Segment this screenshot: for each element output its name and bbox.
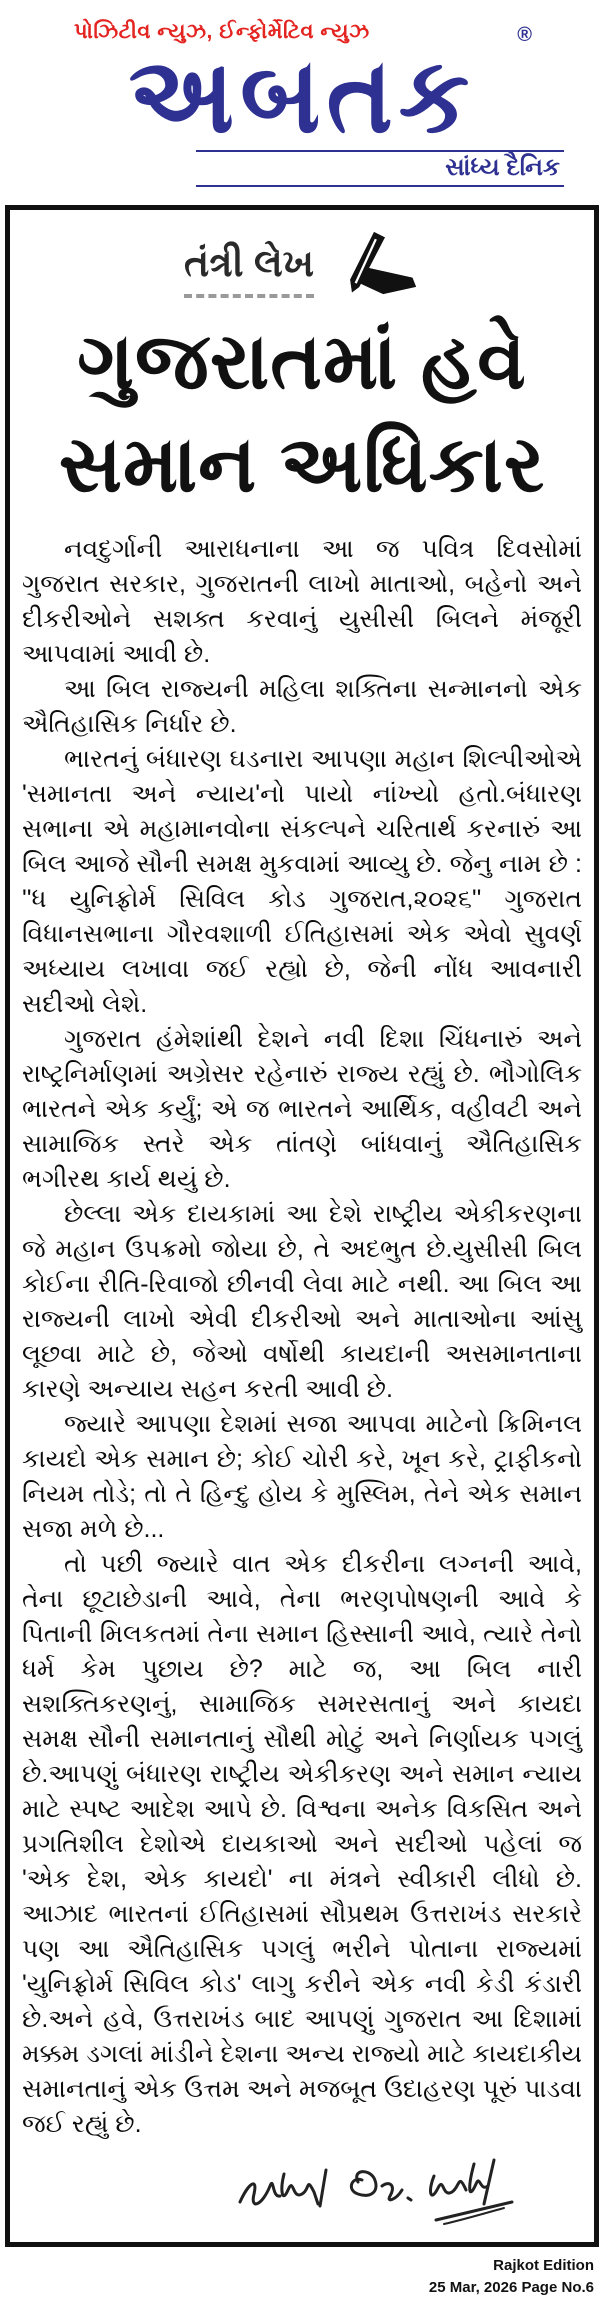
editorial-article-box [5, 205, 599, 2247]
registered-trademark-icon: ® [517, 24, 532, 46]
article-paragraph: છેલ્લા એક દાયકામાં આ દેશે રાષ્ટ્રીય એકીકરણના જે મહાન ઉપક્રમો જોયા છે, તે અદભુત છે.યુસીસી બિલ કોઈના રીતિ-રિવાજો છીનવી લેવા માટે નથી. આ બિલ આ રાજ્યની લાખો એવી દીકરીઓ અને માતાઓના આંસુ લૂછવા માટે છે, જેઓ વર્ષોથી કાયદાની અસમાનતાના કારણે અન્યાય સહન કરતી આવી છે. [22, 1199, 582, 1403]
headline-line-1: ગુજરાતમાં હવે [77, 317, 527, 405]
page-footer [0, 2247, 604, 2299]
headline-line-2: સમાન અધિકાર [58, 419, 546, 508]
article-paragraph: આ બિલ રાજ્યની મહિલા શક્તિના સન્માનનો એક ઐતિહાસિક નિર્ધાર છે. [22, 674, 582, 738]
handwritten-signature [222, 2146, 542, 2232]
signature-row [22, 2146, 582, 2232]
subtitle-band [196, 150, 564, 187]
article-body [22, 532, 582, 2142]
section-label: તંત્રી લેખ [184, 243, 314, 298]
article-paragraph: નવદુર્ગાની આરાધનાના આ જ પવિત્ર દિવસોમાં ગુજરાત સરકાર, ગુજરાતની લાખો માતાઓ, બહેનો અને દીકરીઓને સશક્ત કરવાનું યુસીસી બિલને મંજૂરી આપવામાં આવી છે. [22, 534, 582, 668]
date-page-label: 25 Mar, 2026 Page No.6 [428, 2278, 594, 2296]
newspaper-logo: અબતક [128, 37, 476, 155]
section-header [22, 230, 582, 298]
article-paragraph: ભારતનું બંધારણ ઘડનારા આપણા મહાન શિલ્પીઓએ 'સમાનતા અને ન્યાય'નો પાયો નાંખ્યો હતો.બંધારણ સભાના એ મહામાનવોના સંકલ્પને ચરિતાર્થ કરનારું આ બિલ આજે સૌની સમક્ષ મુકવામાં આવ્યુ છે. જેનુ નામ છે : ''ધ યુનિફ્રોર્મ સિવિલ કોડ ગુજરાત,૨૦૨૬'' ગુજરાત વિધાનસભાના ગૌરવશાળી ઈતિહાસમાં એક એવો સુવર્ણ અધ્યાય લખાવા જઈ રહ્યો છે, જેની નોંધ આવનારી સદીઓ લેશે. [22, 744, 582, 1018]
edition-label: Rajkot Edition [493, 2256, 594, 2274]
article-paragraph: તો પછી જ્યારે વાત એક દીકરીના લગ્નની આવે, તેના છૂટાછેડાની આવે, તેના ભરણપોષણની આવે કે પિતાની મિલકતમાં તેના સમાન હિસ્સાની આવે, ત્યારે તેનો ધર્મ કેમ પુછાય છે? માટે જ, આ બિલ નારી સશક્તિકરણનું, સામાજિક સમરસતાનું અને કાયદા સમક્ષ સૌની સમાનતાનું સૌથી મોટું અને નિર્ણાયક પગલું છે.આપણું બંધારણ રાષ્ટ્રીય એકીકરણ અને સમાન ન્યાય માટે સ્પષ્ટ આદેશ આપે છે. વિશ્વના અનેક વિકસિત અને પ્રગતિશીલ દેશોએ દાયકાઓ અને સદીઓ પહેલાં જ 'એક દેશ, એક કાયદો' ના મંત્રને સ્વીકારી લીધો છે. આઝાદ ભારતનાં ઈતિહાસમાં સૌપ્રથમ ઉત્તરાખંડ સરકારે પણ આ ઐતિહાસિક પગલું ભરીને પોતાના રાજ્યમાં 'યુનિફ્રોર્મ સિવિલ કોડ' લાગુ કરીને એક નવી કેડી કંડારી છે.અને હવે, ઉત્તરાખંડ બાદ આપણું ગુજરાત આ દિશામાં મક્કમ ડગલાં માંડીને દેશના અન્ય રાજ્યો માટે કાયદાકીય સમાનતાનું એક ઉત્તમ અને મજબૂત ઉદાહરણ પૂરું પાડવા જઈ રહ્યું છે. [22, 1549, 582, 2138]
article-headline [22, 310, 582, 516]
article-paragraph: ગુજરાત હંમેશાંથી દેશને નવી દિશા ચિંધનારું અને રાષ્ટ્રનિર્માણમાં અગ્રેસર રહેનારું રાજ્ય રહ્યું છે. ભૌગોલિક ભારતને એક કર્યું; એ જ ભારતને આર્થિક, વહીવટી અને સામાજિક સ્તરે એક તાંતણે બાંધવાનું ઐતિહાસિક ભગીરથ કાર્ય થયું છે. [22, 1024, 582, 1193]
masthead-subtitle: સાંધ્ય દૈનિક [445, 154, 560, 181]
masthead [0, 0, 604, 187]
writing-hand-pen-icon [328, 230, 420, 296]
masthead-tagline: પોઝિટીવ ન્યુઝ, ઈન્ફોર્મેટિવ ન્યુઝ [74, 20, 370, 43]
article-paragraph: જ્યારે આપણા દેશમાં સજા આપવા માટેનો ક્રિમિનલ કાયદો એક સમાન છે; કોઈ ચોરી કરે, ખૂન કરે, ટ્રાફીકનો નિયમ તોડે; તો તે હિન્દુ હોય કે મુસ્લિમ, તેને એક સમાન સજા મળે છે... [22, 1409, 582, 1543]
